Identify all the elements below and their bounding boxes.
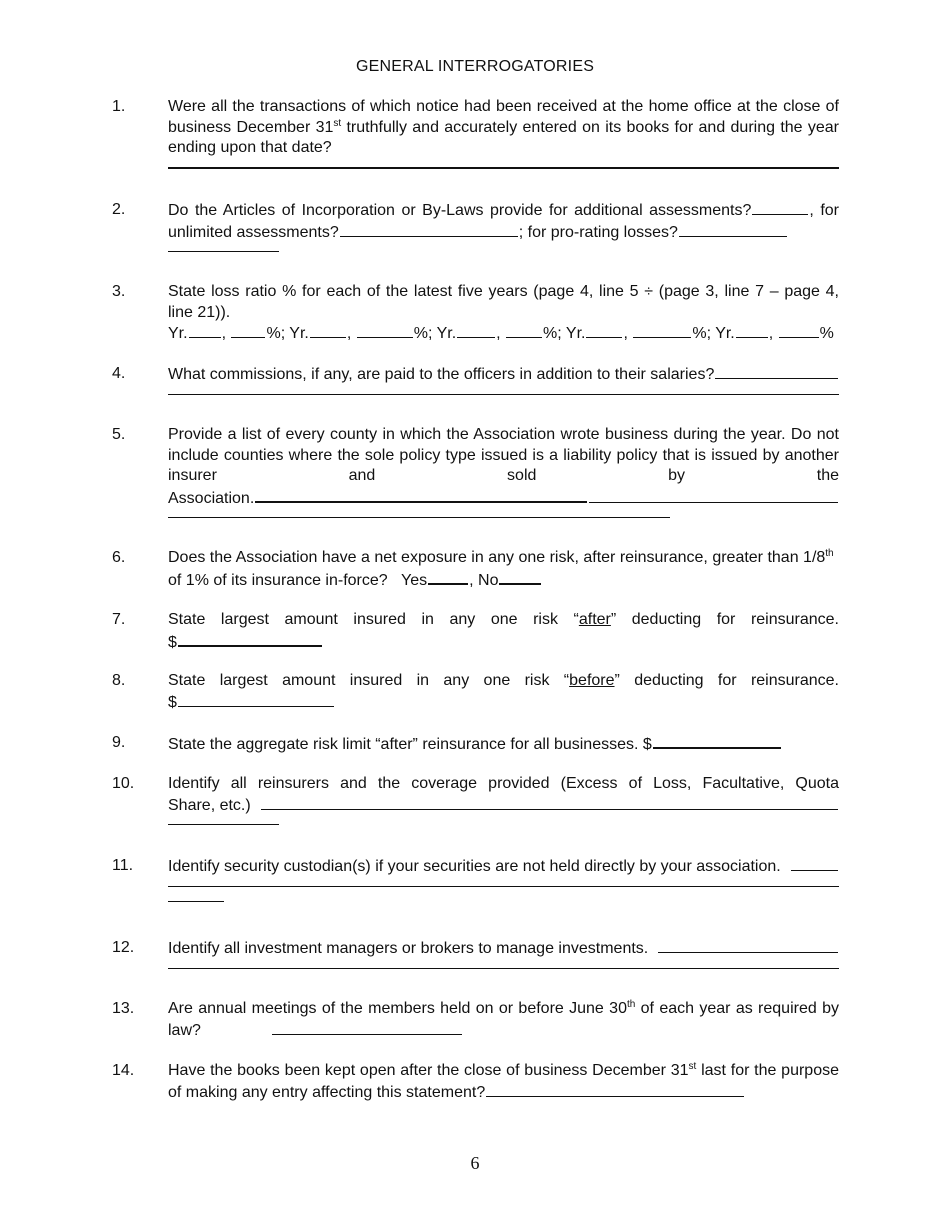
question-text: State largest amount insured in any one risk “after” deducting for reinsurance. <box>168 611 839 628</box>
question-text: Identify security custodian(s) if your securities are not held directly by your association. <box>168 856 839 878</box>
question-number: 3. <box>112 283 126 300</box>
question-text: Are annual meetings of the members held on or before June 30th of each year as required by law? <box>168 999 839 1039</box>
ratio-5-field[interactable] <box>779 323 819 338</box>
pro-rating-losses-field[interactable] <box>679 222 787 237</box>
counties-field[interactable] <box>255 487 587 503</box>
ratio-2-field[interactable] <box>357 323 413 338</box>
yes-field[interactable] <box>428 569 468 585</box>
question-11 <box>112 856 839 902</box>
reinsurers-field[interactable] <box>261 795 838 810</box>
question-2 <box>112 200 839 252</box>
answer-field[interactable] <box>715 364 838 379</box>
page-number: 6 <box>470 1153 480 1173</box>
question-5: 5. Provide a list of every county in which the Association wrote business during the year. Do not include counties where the sole policy type issued is a liability policy that is issued by another insurer and sold by the Association. <box>112 425 839 518</box>
question-text: Provide a list of every county in which the Association wrote business during the year. Do not include counties where the sole policy type issued is a liability policy that is issued by another insurer and sold by the <box>168 426 839 484</box>
question-text: Does the Association have a net exposure in any one risk, after reinsurance, greater than 1/8th of 1% of its insurance in-force? Yes , No <box>168 548 834 589</box>
question-number: 8. <box>112 672 126 689</box>
managers-field[interactable] <box>658 938 838 953</box>
year-1-field[interactable] <box>189 323 221 338</box>
question-number: 9. <box>112 734 126 751</box>
question-text: Identify all investment managers or brokers to manage investments. <box>168 938 839 960</box>
question-text: What commissions, if any, are paid to the officers in addition to their salaries? <box>168 364 839 386</box>
question-number: 11. <box>112 857 134 874</box>
question-number: 7. <box>112 611 126 628</box>
question-number: 2. <box>112 201 126 218</box>
answer-line[interactable] <box>168 159 839 169</box>
question-text: Identify all reinsurers and the coverage provided (Excess of Loss, Facultative, Quota <box>168 775 839 792</box>
unlimited-assessments-field[interactable] <box>340 222 518 237</box>
amount-before-field[interactable] <box>178 692 334 707</box>
year-3-field[interactable] <box>457 323 495 338</box>
answer-line[interactable] <box>168 878 839 887</box>
question-8: 8. State largest amount insured in any one risk “before” deducting for reinsurance. $ <box>112 672 839 711</box>
question-number: 12. <box>112 939 135 956</box>
year-2-field[interactable] <box>310 323 346 338</box>
question-text: Do the Articles of Incorporation or By-Laws provide for additional assessments? , for unlimited assessments? ; for pro-rating losses? <box>168 202 839 241</box>
loss-ratio-fields: Yr. , %; Yr. , %; Yr. , %; Yr. , %; Yr. , % <box>168 325 834 342</box>
year-4-field[interactable] <box>586 323 622 338</box>
page-title: GENERAL INTERROGATORIES <box>355 58 595 75</box>
question-13 <box>112 999 839 1041</box>
answer-line[interactable] <box>168 243 279 252</box>
question-7: 7. State largest amount insured in any one risk “after” deducting for reinsurance. $ <box>112 611 839 651</box>
question-text: State the aggregate risk limit “after” reinsurance for all businesses. $ <box>168 733 839 756</box>
answer-line[interactable] <box>168 960 839 969</box>
annual-meeting-field[interactable] <box>272 1020 462 1035</box>
question-6 <box>112 548 839 591</box>
question-12 <box>112 938 839 969</box>
question-text: State largest amount insured in any one risk “before” deducting for reinsurance. <box>168 672 839 689</box>
custodian-field[interactable] <box>791 856 838 871</box>
ratio-3-field[interactable] <box>506 323 542 338</box>
books-open-field[interactable] <box>486 1082 744 1097</box>
question-text: Have the books been kept open after the close of business December 31st last for the purpose of making any entry affecting this statement? <box>168 1061 839 1101</box>
question-number: 10. <box>112 775 135 792</box>
amount-after-field[interactable] <box>178 631 322 647</box>
answer-line[interactable] <box>168 509 670 518</box>
ratio-1-field[interactable] <box>231 323 265 338</box>
no-field[interactable] <box>499 569 541 585</box>
question-number: 1. <box>112 98 126 115</box>
question-number: 4. <box>112 365 126 382</box>
aggregate-limit-field[interactable] <box>653 733 781 749</box>
question-text: Were all the transactions of which notice had been received at the home office at the close of business December 31st truthfully and accurately entered on its books for and during the year ending upon that date? <box>168 98 840 156</box>
question-9 <box>112 733 839 756</box>
answer-line[interactable] <box>168 386 839 395</box>
question-1 <box>112 97 839 169</box>
question-number: 13. <box>112 1000 135 1017</box>
question-number: 14. <box>112 1062 135 1079</box>
question-14 <box>112 1061 839 1103</box>
year-5-field[interactable] <box>736 323 768 338</box>
additional-assessments-field[interactable] <box>752 200 808 215</box>
question-number: 6. <box>112 549 126 566</box>
ratio-4-field[interactable] <box>633 323 691 338</box>
question-3 <box>112 282 839 345</box>
question-number: 5. <box>112 426 126 443</box>
question-10: 10. Identify all reinsurers and the coverage provided (Excess of Loss, Facultative, Quota Share, etc.) <box>112 774 839 825</box>
answer-line[interactable] <box>168 887 224 902</box>
counties-field-cont[interactable] <box>589 488 838 503</box>
question-text: State loss ratio % for each of the latest five years (page 4, line 5 ÷ (page 3, line 7 – page 4, line 21)). <box>168 283 839 321</box>
answer-line[interactable] <box>168 816 279 825</box>
question-4 <box>112 364 839 395</box>
